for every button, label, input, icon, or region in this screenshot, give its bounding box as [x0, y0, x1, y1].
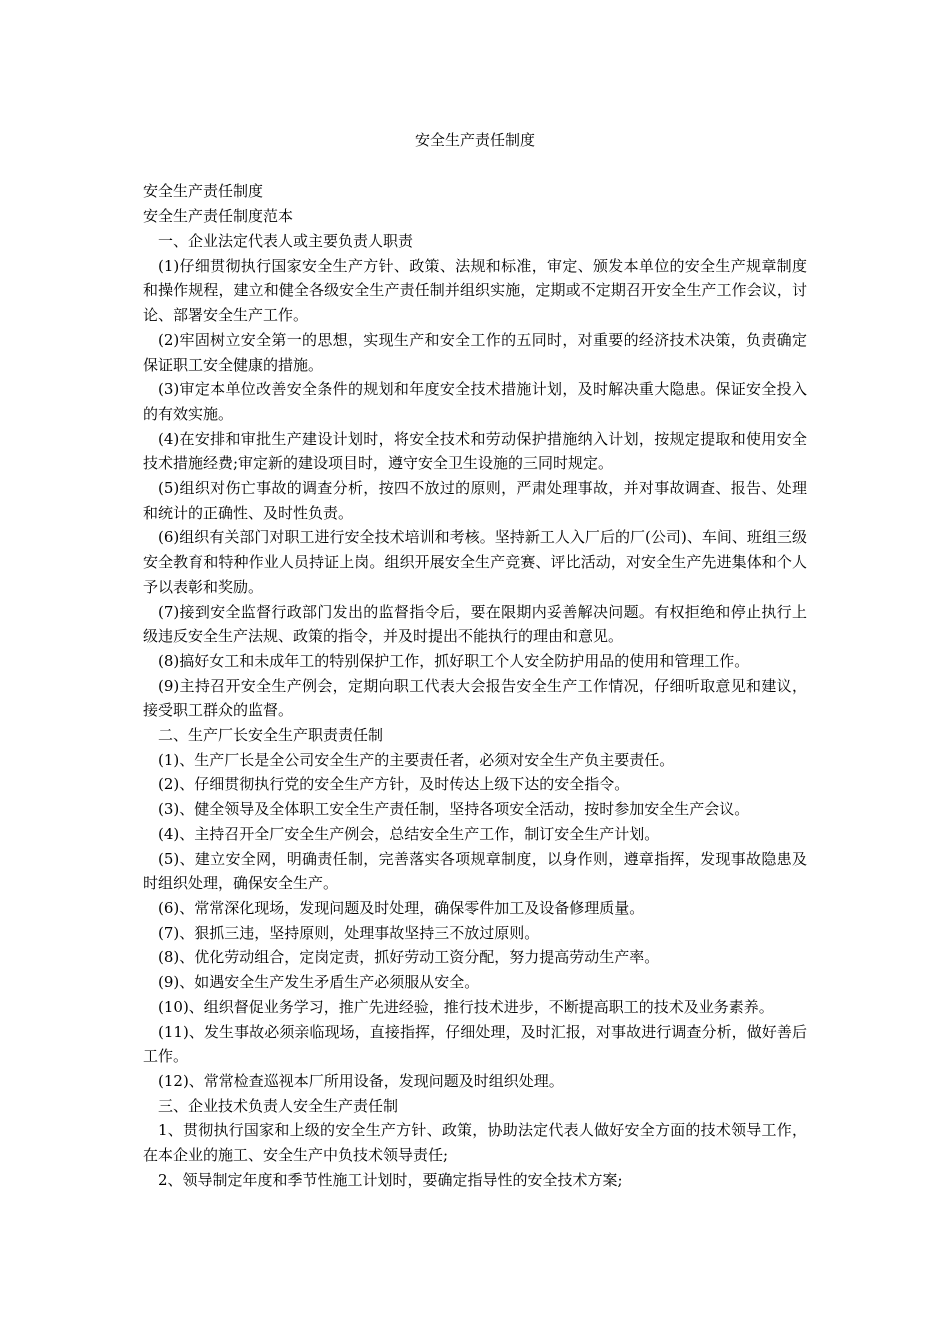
section-heading: 二、生产厂长安全生产职责责任制 [158, 726, 384, 745]
paragraph: (3)审定本单位改善安全条件的规划和年度安全技术措施计划，及时解决重大隐患。保证安全投入的有效实施。 [143, 380, 807, 423]
paragraph: (11)、发生事故必须亲临现场，直接指挥，仔细处理，及时汇报，对事故进行调查分析，做好善后工作。 [143, 1022, 807, 1066]
paragraph: (2)牢固树立安全第一的思想，实现生产和安全工作的五同时，对重要的经济技术决策，负责确定保证职工安全健康的措施。 [143, 330, 807, 374]
paragraph: (5)组织对伤亡事故的调查分析，按四不放过的原则，严肃处理事故，并对事故调查、报告、处理和统计的正确性、及时性负责。 [143, 479, 807, 522]
paragraph: (7)接到安全监督行政部门发出的监督指令后，要在限期内妥善解决问题。有权拒绝和停止执行上级违反安全生产法规、政策的指令，并及时提出不能执行的理由和意见。 [143, 602, 807, 646]
header-line: 安全生产责任制度范本 [143, 207, 294, 225]
paragraph: (12)、常常检查巡视本厂所用设备，发现问题及时组织处理。 [158, 1071, 564, 1090]
paragraph: (8)、优化劳动组合，定岗定责，抓好劳动工资分配，努力提高劳动生产率。 [158, 948, 660, 967]
paragraph: (8)搞好女工和未成年工的特别保护工作，抓好职工个人安全防护用品的使用和管理工作。 [158, 651, 750, 670]
paragraph: (1)、生产厂长是全公司安全生产的主要责任者，必须对安全生产负主要责任。 [158, 750, 675, 769]
section-heading: 一、企业法定代表人或主要负责人职责 [158, 232, 414, 250]
paragraph: (1)仔细贯彻执行国家安全生产方针、政策、法规和标准，审定、颁发本单位的安全生产规章制度和操作规程，建立和健全各级安全生产责任制并组织实施，定期或不定期召开安全生产工作会议，讨论、部署安全生产工作。 [143, 256, 807, 325]
paragraph: 2、领导制定年度和季节性施工计划时，要确定指导性的安全技术方案; [158, 1170, 623, 1189]
paragraph: 1、贯彻执行国家和上级的安全生产方针、政策，协助法定代表人做好安全方面的技术领导工作，在本企业的施工、安全生产中负技术领导责任; [143, 1121, 807, 1165]
paragraph: (9)、如遇安全生产发生矛盾生产必须服从安全。 [158, 973, 480, 992]
paragraph: (2)、仔细贯彻执行党的安全生产方针，及时传达上级下达的安全指令。 [158, 775, 630, 794]
document-title: 安全生产责任制度 [414, 131, 535, 149]
paragraph: (10)、组织督促业务学习，推广先进经验，推行技术进步，不断提高职工的技术及业务素养。 [158, 997, 774, 1016]
paragraph: (7)、狠抓三违，坚持原则，处理事故坚持三不放过原则。 [158, 923, 540, 942]
paragraph: (6)组织有关部门对职工进行安全技术培训和考核。坚持新工人入厂后的厂(公司)、车间、班组三级安全教育和特种作业人员持证上岗。组织开展安全生产竞赛、评比活动，对安全生产先进集体和个人予以表彰和奖励。 [143, 528, 807, 596]
paragraph: (5)、建立安全网，明确责任制，完善落实各项规章制度，以身作则，遵章指挥，发现事故隐患及时组织处理，确保安全生产。 [143, 849, 807, 893]
header-line: 安全生产责任制度 [143, 182, 264, 200]
paragraph: (4)在安排和审批生产建设计划时，将安全技术和劳动保护措施纳入计划，按规定提取和使用安全技术措施经费;审定新的建设项目时，遵守安全卫生设施的三同时规定。 [143, 429, 807, 473]
paragraph: (4)、主持召开全厂安全生产例会，总结安全生产工作，制订安全生产计划。 [158, 824, 660, 843]
section-heading: 三、企业技术负责人安全生产责任制 [158, 1096, 399, 1115]
paragraph: (9)主持召开安全生产例会，定期向职工代表大会报告安全生产工作情况，仔细听取意见和建议，接受职工群众的监督。 [143, 676, 807, 720]
paragraph: (6)、常常深化现场，发现问题及时处理，确保零件加工及设备修理质量。 [158, 898, 645, 917]
paragraph: (3)、健全领导及全体职工安全生产责任制，坚持各项安全活动，按时参加安全生产会议。 [158, 800, 750, 819]
